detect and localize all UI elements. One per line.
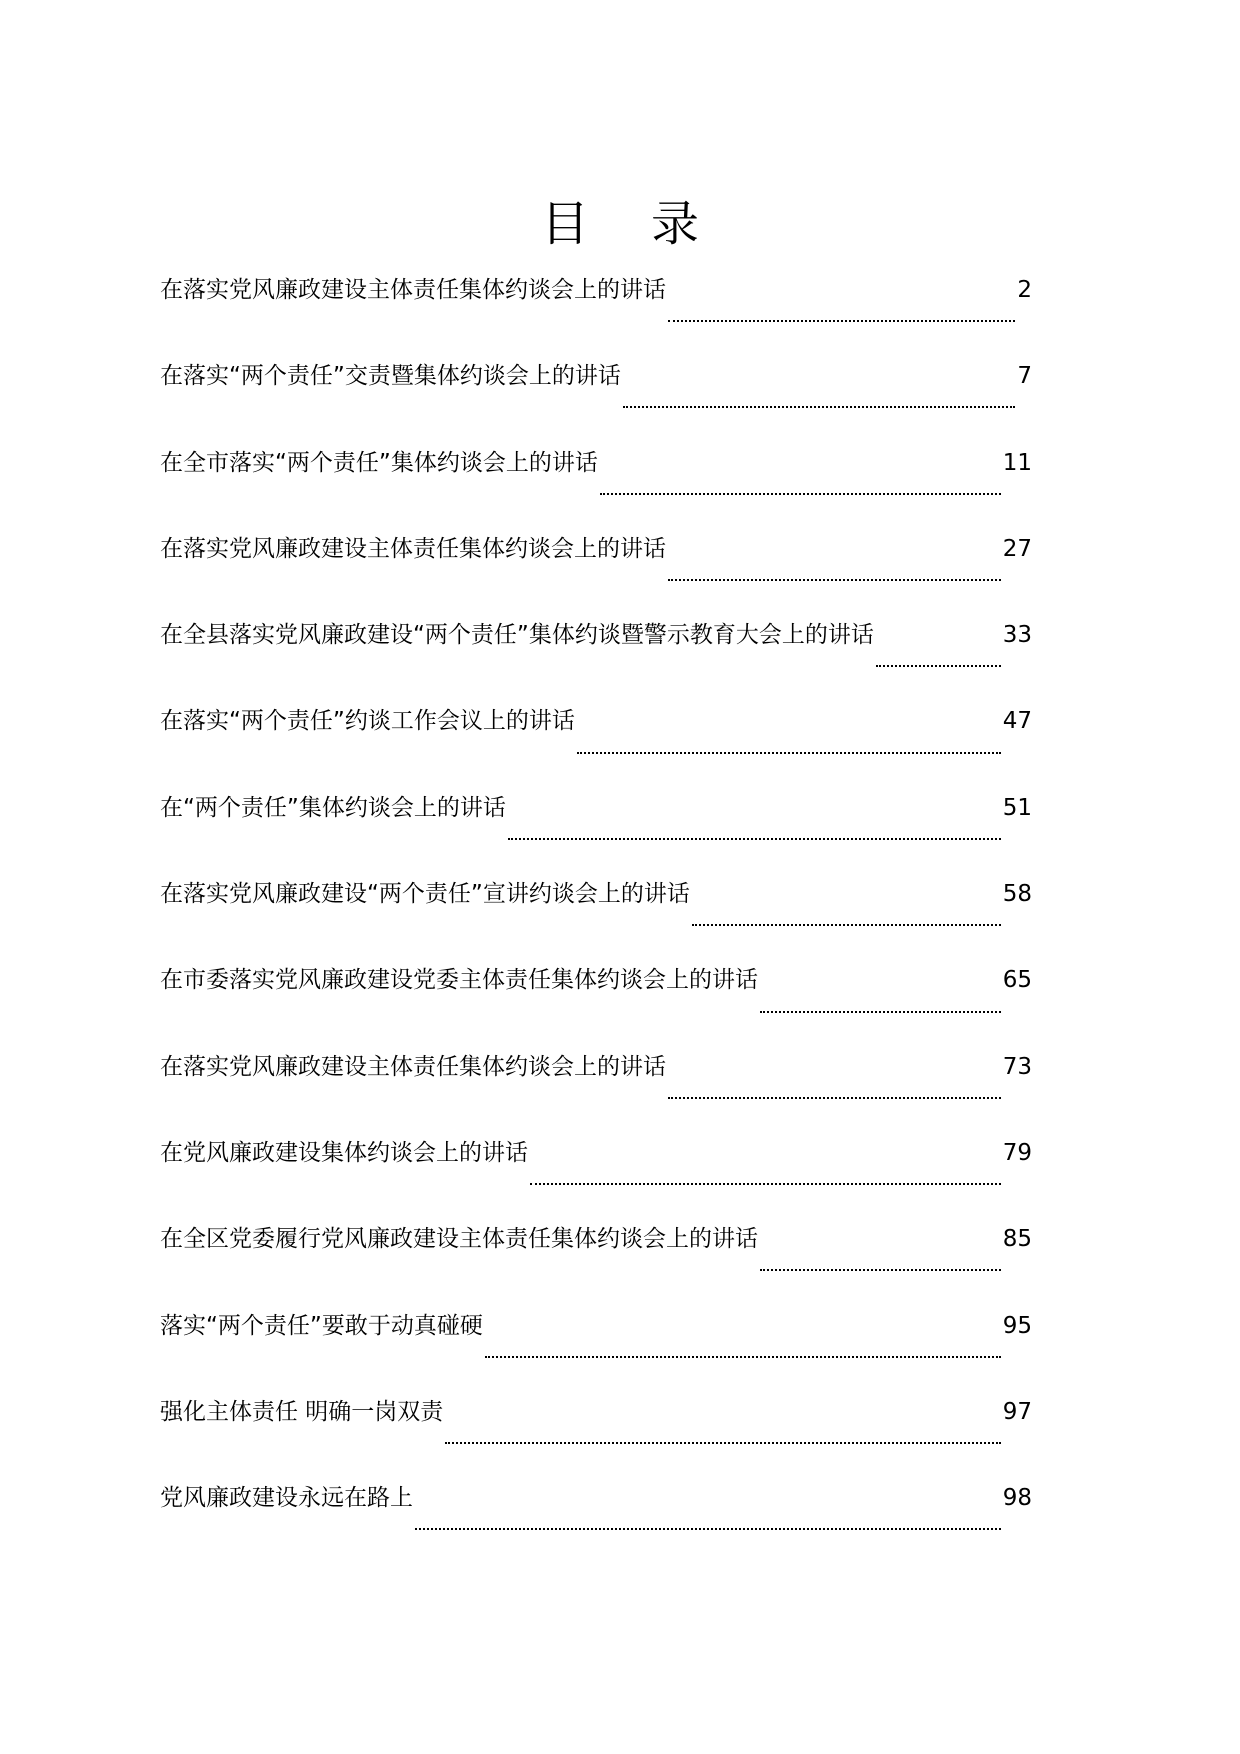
toc-entry[interactable] — [160, 270, 1032, 356]
toc-entry-title: 在落实党风廉政建设主体责任集体约谈会上的讲话 — [160, 277, 666, 303]
dot-leader — [508, 838, 1001, 840]
dot-leader — [445, 1442, 1000, 1444]
toc-entry-title: 在党风廉政建设集体约谈会上的讲话 — [160, 1139, 528, 1166]
dot-leader — [485, 1356, 1001, 1358]
toc-entry[interactable] — [160, 960, 1032, 1046]
toc-entry[interactable] — [160, 1047, 1032, 1133]
toc-entry-title: 在全县落实党风廉政建设“两个责任”集体约谈暨警示教育大会上的讲话 — [160, 622, 874, 649]
toc-entry-title: 强化主体责任 明确一岗双责 — [160, 1398, 444, 1425]
toc-entry-page: 2 — [1017, 277, 1032, 303]
toc-entry-title: 在落实党风廉政建设主体责任集体约谈会上的讲话 — [160, 1053, 666, 1080]
toc-entry-title: 在落实党风廉政建设“两个责任”宣讲约谈会上的讲话 — [160, 881, 690, 908]
toc-entry-page: 65 — [1002, 967, 1032, 994]
dot-leader — [760, 1269, 1001, 1271]
dot-leader — [530, 1183, 1001, 1185]
toc-entry-title: 党风廉政建设永远在路上 — [160, 1485, 413, 1512]
dot-leader — [415, 1528, 1001, 1530]
toc-entry-page: 7 — [1017, 363, 1032, 390]
toc-entry-page: 73 — [1002, 1053, 1032, 1080]
dot-leader — [577, 752, 1001, 754]
toc-entry[interactable] — [160, 1392, 1032, 1478]
toc-entry[interactable] — [160, 788, 1032, 874]
dot-leader — [668, 320, 1015, 322]
toc-entry[interactable] — [160, 1133, 1032, 1219]
toc-title-char-1: 目 — [540, 196, 589, 253]
toc-entry[interactable] — [160, 1219, 1032, 1305]
dot-leader — [760, 1011, 1001, 1013]
dot-leader — [600, 493, 1001, 495]
dot-leader — [876, 665, 1001, 667]
toc-entry-page: 58 — [1002, 881, 1032, 908]
toc-entry-page: 47 — [1002, 708, 1032, 735]
toc-entry-page: 98 — [1002, 1485, 1032, 1512]
toc-entry[interactable] — [160, 1306, 1032, 1392]
toc-entry[interactable] — [160, 874, 1032, 960]
toc-entry-title: 在市委落实党风廉政建设党委主体责任集体约谈会上的讲话 — [160, 967, 758, 994]
toc-entry-page: 51 — [1002, 794, 1032, 821]
dot-leader — [692, 924, 1001, 926]
toc-entry[interactable] — [160, 615, 1032, 701]
toc-entry-title: 在落实党风廉政建设主体责任集体约谈会上的讲话 — [160, 535, 666, 562]
toc-entry-page: 11 — [1002, 449, 1032, 476]
toc-entry-title: 在全市落实“两个责任”集体约谈会上的讲话 — [160, 449, 598, 476]
toc-entry-title: 在落实“两个责任”约谈工作会议上的讲话 — [160, 708, 575, 735]
toc-entry-page: 95 — [1002, 1312, 1032, 1339]
toc-entry-page: 85 — [1002, 1226, 1032, 1253]
toc-entry[interactable] — [160, 443, 1032, 529]
toc-entry-page: 33 — [1002, 622, 1032, 649]
dot-leader — [623, 406, 1016, 408]
toc-entry-page: 97 — [1002, 1398, 1032, 1425]
toc-entry-title: 在“两个责任”集体约谈会上的讲话 — [160, 794, 506, 821]
toc-entry[interactable] — [160, 1478, 1032, 1564]
dot-leader — [668, 579, 1001, 581]
toc-entry-page: 79 — [1002, 1139, 1032, 1166]
toc-title — [0, 192, 1240, 256]
toc-title-char-2: 录 — [651, 196, 700, 253]
toc-entry[interactable] — [160, 701, 1032, 787]
toc-entry[interactable] — [160, 356, 1032, 442]
toc-list — [160, 270, 1032, 1564]
toc-entry-title: 落实“两个责任”要敢于动真碰硬 — [160, 1312, 483, 1339]
toc-entry-page: 27 — [1002, 535, 1032, 562]
toc-entry-title: 在全区党委履行党风廉政建设主体责任集体约谈会上的讲话 — [160, 1226, 758, 1253]
toc-entry[interactable] — [160, 529, 1032, 615]
dot-leader — [668, 1097, 1001, 1099]
toc-entry-title: 在落实“两个责任”交责暨集体约谈会上的讲话 — [160, 363, 621, 390]
